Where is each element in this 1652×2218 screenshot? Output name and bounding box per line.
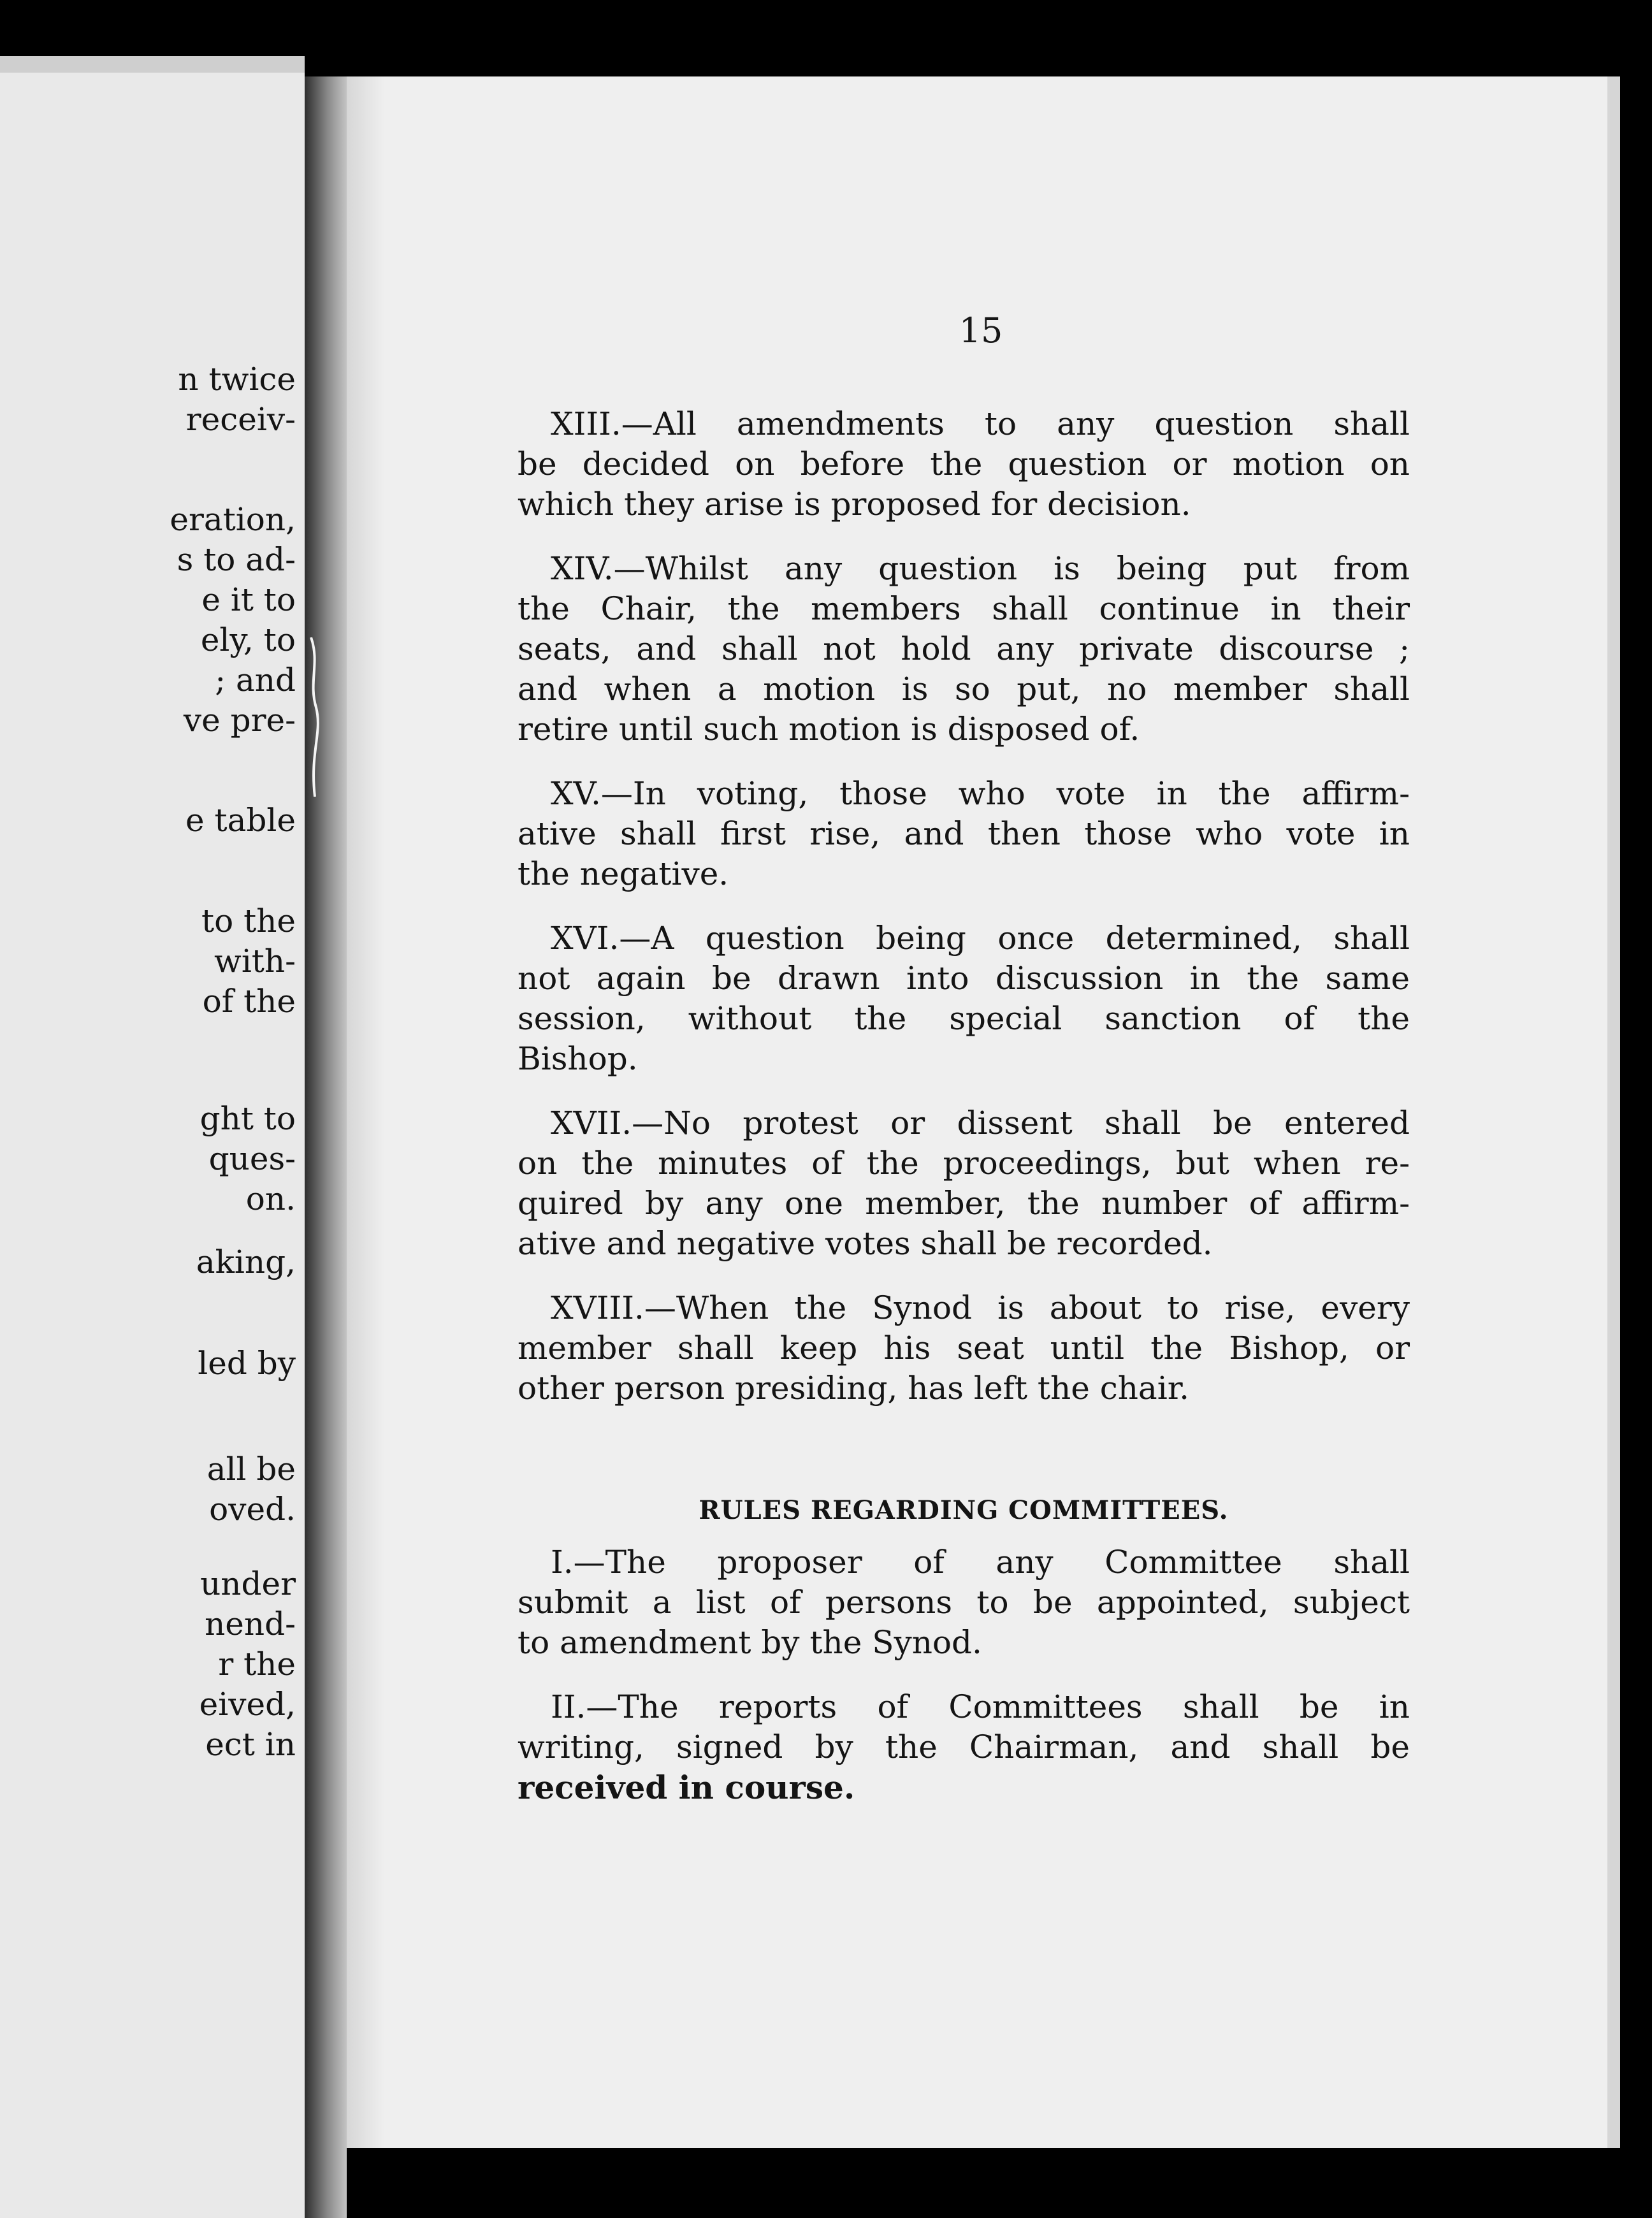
- text-line: writing, signed by the Chairman, and shall be: [518, 1729, 1410, 1765]
- text-line: XVII.—No protest or dissent shall be entered: [551, 1105, 1410, 1142]
- left-page-line: ely, to: [200, 621, 296, 658]
- text-line: XV.—In voting, those who vote in the affirm-: [551, 775, 1410, 812]
- rule-xvii: [518, 1103, 1410, 1264]
- left-page-line: oved.: [209, 1491, 296, 1528]
- text-line: submit a list of persons to be appointed, subject: [518, 1584, 1410, 1621]
- left-page-line: to the: [201, 902, 296, 939]
- left-page-line: ve pre-: [183, 702, 296, 739]
- rule-xvi: [518, 918, 1410, 1079]
- left-page-line: aking,: [196, 1243, 296, 1280]
- left-page-line: eived,: [199, 1686, 296, 1723]
- text-line: on the minutes of the proceedings, but when re-: [518, 1145, 1410, 1182]
- text-line: I.—The proposer of any Committee shall: [551, 1544, 1410, 1581]
- left-page-line: r the: [218, 1646, 296, 1683]
- text-line: which they arise is proposed for decision.: [518, 486, 1191, 523]
- left-page-line: ect in: [205, 1726, 296, 1763]
- text-line: the negative.: [518, 855, 729, 892]
- rule-xiii: [518, 404, 1410, 525]
- left-page-line: ght to: [199, 1100, 296, 1137]
- text-line: received in course.: [518, 1769, 855, 1806]
- main-page: [347, 76, 1620, 2148]
- text-line: ative shall first rise, and then those who vote in: [518, 815, 1410, 852]
- left-facing-page: [0, 56, 305, 2218]
- left-page-line: n twice: [178, 361, 296, 398]
- left-page-line: e it to: [201, 581, 296, 618]
- binding-thread-icon: [307, 637, 324, 797]
- text-line: other person presiding, has left the chair.: [518, 1370, 1190, 1407]
- text-line: session, without the special sanction of the: [518, 1000, 1410, 1037]
- left-page-line: under: [200, 1565, 296, 1602]
- left-page-line: receiv-: [185, 401, 296, 438]
- left-page-line: with-: [214, 943, 296, 980]
- text-line: and when a motion is so put, no member shall: [518, 670, 1410, 707]
- left-page-line: nend-: [205, 1606, 296, 1642]
- rule-xviii: [518, 1288, 1410, 1409]
- page-body: [518, 404, 1410, 1832]
- left-page-line: ; and: [215, 662, 296, 699]
- left-page-line: led by: [198, 1345, 296, 1382]
- left-page-line: all be: [207, 1451, 296, 1488]
- text-line: Bishop.: [518, 1040, 638, 1077]
- text-line: member shall keep his seat until the Bishop, or: [518, 1330, 1410, 1366]
- left-page-line: of the: [202, 983, 296, 1020]
- section-heading: RULES REGARDING COMMITTEES.: [699, 1495, 1229, 1525]
- page-number: 15: [959, 310, 1003, 351]
- left-page-top-edge: [0, 56, 305, 73]
- text-line: XVIII.—When the Synod is about to rise, every: [551, 1289, 1410, 1326]
- spine-shadow: [347, 76, 385, 2148]
- text-line: seats, and shall not hold any private discourse ;: [518, 630, 1410, 667]
- book-gutter: [305, 76, 347, 2218]
- text-line: retire until such motion is disposed of.: [518, 711, 1140, 748]
- committee-rule-i: [518, 1542, 1410, 1663]
- text-line: the Chair, the members shall continue in their: [518, 590, 1410, 627]
- text-line: be decided on before the question or motion on: [518, 446, 1410, 482]
- text-line: II.—The reports of Committees shall be in: [551, 1688, 1410, 1725]
- text-line: XIII.—All amendments to any question shall: [551, 405, 1410, 442]
- left-page-line: s to ad-: [177, 541, 296, 578]
- text-line: to amendment by the Synod.: [518, 1624, 982, 1661]
- text-line: ative and negative votes shall be recorded.: [518, 1225, 1213, 1262]
- text-line: XIV.—Whilst any question is being put from: [551, 550, 1410, 587]
- rule-xv: [518, 774, 1410, 894]
- left-page-line: ques-: [208, 1140, 296, 1177]
- left-page-line: e table: [185, 802, 296, 839]
- text-line: not again be drawn into discussion in the same: [518, 960, 1410, 997]
- committee-rule-ii: [518, 1687, 1410, 1808]
- left-page-line: on.: [245, 1180, 296, 1217]
- page-edge: [1607, 76, 1620, 2148]
- left-page-line: eration,: [170, 501, 296, 538]
- text-line: quired by any one member, the number of affirm-: [518, 1185, 1410, 1222]
- rule-xiv: [518, 549, 1410, 750]
- text-line: XVI.—A question being once determined, shall: [551, 920, 1410, 957]
